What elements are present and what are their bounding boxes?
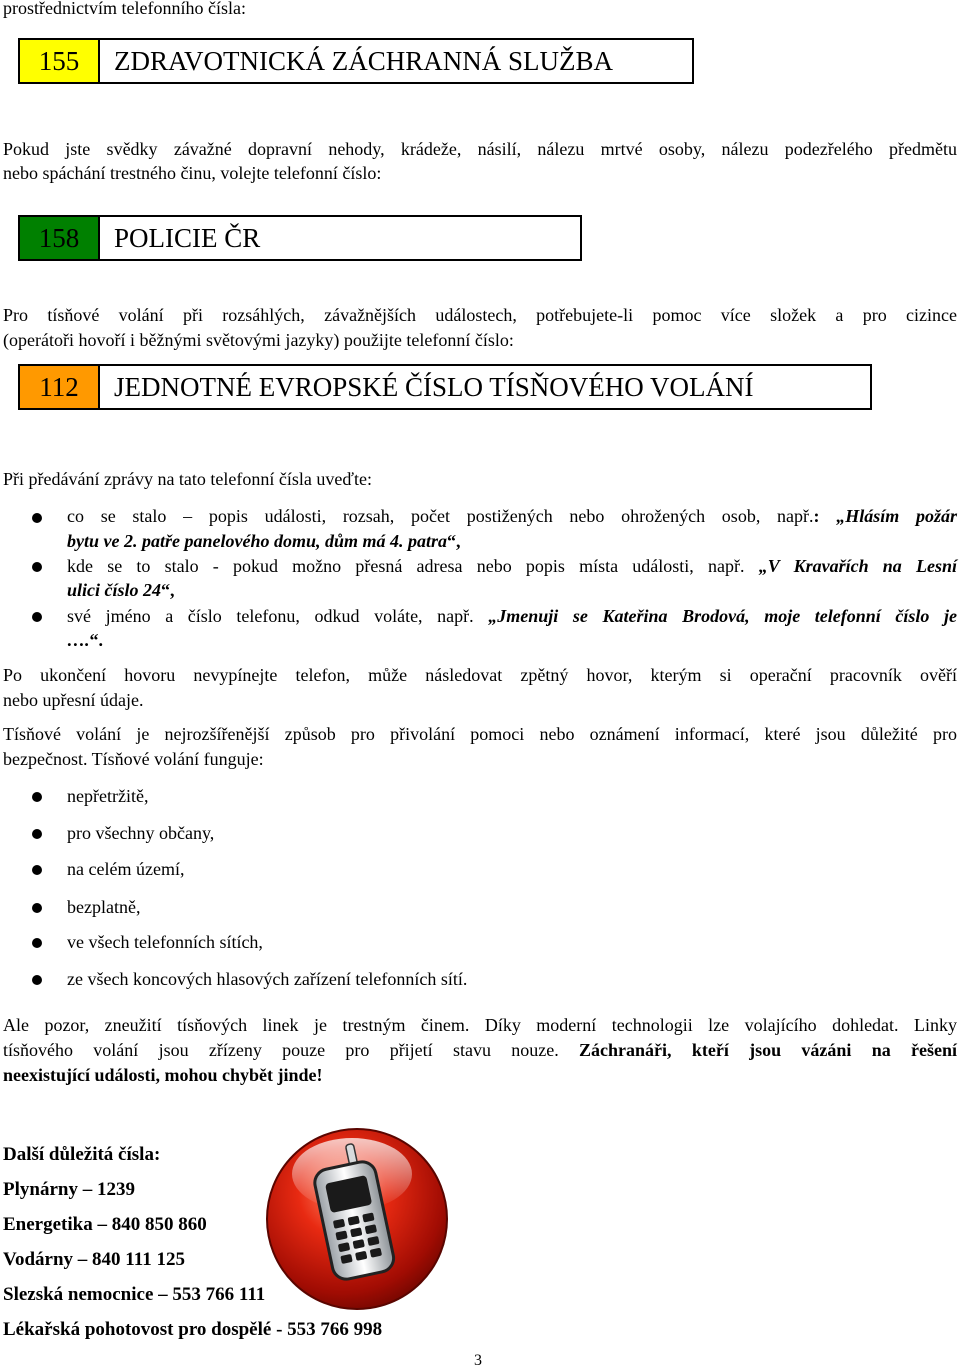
- contact-item: Energetika – 840 850 860: [3, 1214, 207, 1235]
- box-158-number: 158: [20, 217, 100, 259]
- police-par-line2: nebo spáchání trestného činu, volejte telefonní číslo:: [3, 163, 382, 183]
- contact-item: Slezská nemocnice – 553 766 111: [3, 1284, 266, 1305]
- eu-par-line2: (operátoři hovoří i běžnými světovými jazyky) použijte telefonní číslo:: [3, 330, 514, 350]
- red-phone-icon: [262, 1124, 452, 1314]
- bullet-dot: [32, 975, 42, 985]
- report-item-2-line2: ulici číslo 24“,: [67, 580, 175, 600]
- feature-item: na celém území,: [67, 859, 185, 879]
- page-number: 3: [474, 1352, 482, 1369]
- box-158-label: POLICIE ČR: [114, 222, 261, 253]
- bullet-dot: [32, 865, 42, 875]
- box-155: [18, 38, 694, 84]
- feature-item: ve všech telefonních sítích,: [67, 932, 263, 952]
- contact-item: Plynárny – 1239: [3, 1179, 135, 1200]
- usage-par-line2: bezpečnost. Tísňové volání funguje:: [3, 749, 264, 769]
- contacts-title: Další důležitá čísla:: [3, 1144, 161, 1165]
- contact-item: Vodárny – 840 111 125: [3, 1249, 185, 1270]
- box-112-number: 112: [20, 366, 100, 408]
- report-item-1-line1: co se stalo – popis události, rozsah, počet postižených nebo ohrožených osob, např.: „Hlásím požár: [67, 506, 957, 526]
- box-112: [18, 364, 872, 410]
- report-item-3-line2: ….“.: [67, 630, 103, 650]
- intro-fragment: prostřednictvím telefonního čísla:: [3, 0, 246, 18]
- report-item-1-line2: bytu ve 2. patře panelového domu, dům má 4. patra“,: [67, 531, 461, 551]
- bullet-dot: [32, 562, 42, 572]
- warning-par-line3: neexistující události, mohou chybět jinde!: [3, 1065, 323, 1085]
- eu-par-line1: Pro tísňové volání při rozsáhlých, závažnějších událostech, potřebujete-li pomoc více složek a pro cizince: [3, 305, 957, 325]
- callback-par-line1: Po ukončení hovoru nevypínejte telefon, může následovat zpětný hovor, kterým si operační pracovník ověří: [3, 665, 957, 685]
- report-intro: Při předávání zprávy na tato telefonní čísla uveďte:: [3, 469, 372, 489]
- bullet-dot: [32, 612, 42, 622]
- box-112-label: JEDNOTNÉ EVROPSKÉ ČÍSLO TÍSŇOVÉHO VOLÁNÍ: [114, 371, 754, 402]
- callback-par-line2: nebo upřesní údaje.: [3, 690, 144, 710]
- bullet-dot: [32, 829, 42, 839]
- contact-item: Lékařská pohotovost pro dospělé - 553 766 998: [3, 1319, 383, 1340]
- feature-item: ze všech koncových hlasových zařízení telefonních sítí.: [67, 969, 468, 989]
- feature-item: bezplatně,: [67, 897, 141, 917]
- bullet-dot: [32, 938, 42, 948]
- box-155-number: 155: [20, 40, 100, 82]
- bullet-dot: [32, 513, 42, 523]
- report-item-3-line1: své jméno a číslo telefonu, odkud voláte, např. „Jmenuji se Kateřina Brodová, moje telefonní číslo je: [67, 606, 957, 626]
- box-155-label: ZDRAVOTNICKÁ ZÁCHRANNÁ SLUŽBA: [114, 45, 614, 76]
- feature-item: nepřetržitě,: [67, 786, 149, 806]
- usage-par-line1: Tísňové volání je nejrozšířenější způsob pro přivolání pomoci nebo oznámení informací, které jsou důležité pro: [3, 724, 957, 744]
- police-par-line1: Pokud jste svědky závažné dopravní nehody, krádeže, násilí, nálezu mrtvé osoby, nálezu podezřelého předmětu: [3, 139, 957, 159]
- box-158: [18, 215, 582, 261]
- feature-item: pro všechny občany,: [67, 823, 215, 843]
- report-item-2-line1: kde se to stalo - pokud možno přesná adresa nebo popis místa události, např. „V Kravařích na Lesní: [67, 556, 957, 576]
- bullet-dot: [32, 903, 42, 913]
- warning-par-line1: Ale pozor, zneužití tísňových linek je trestným činem. Díky moderní technologii lze volajícího dohledat. Linky: [3, 1015, 957, 1035]
- warning-par-line2: tísňového volání jsou zřízeny pouze pro přijetí stavu nouze. Záchranáři, kteří jsou vázáni na řešení: [3, 1040, 957, 1060]
- bullet-dot: [32, 792, 42, 802]
